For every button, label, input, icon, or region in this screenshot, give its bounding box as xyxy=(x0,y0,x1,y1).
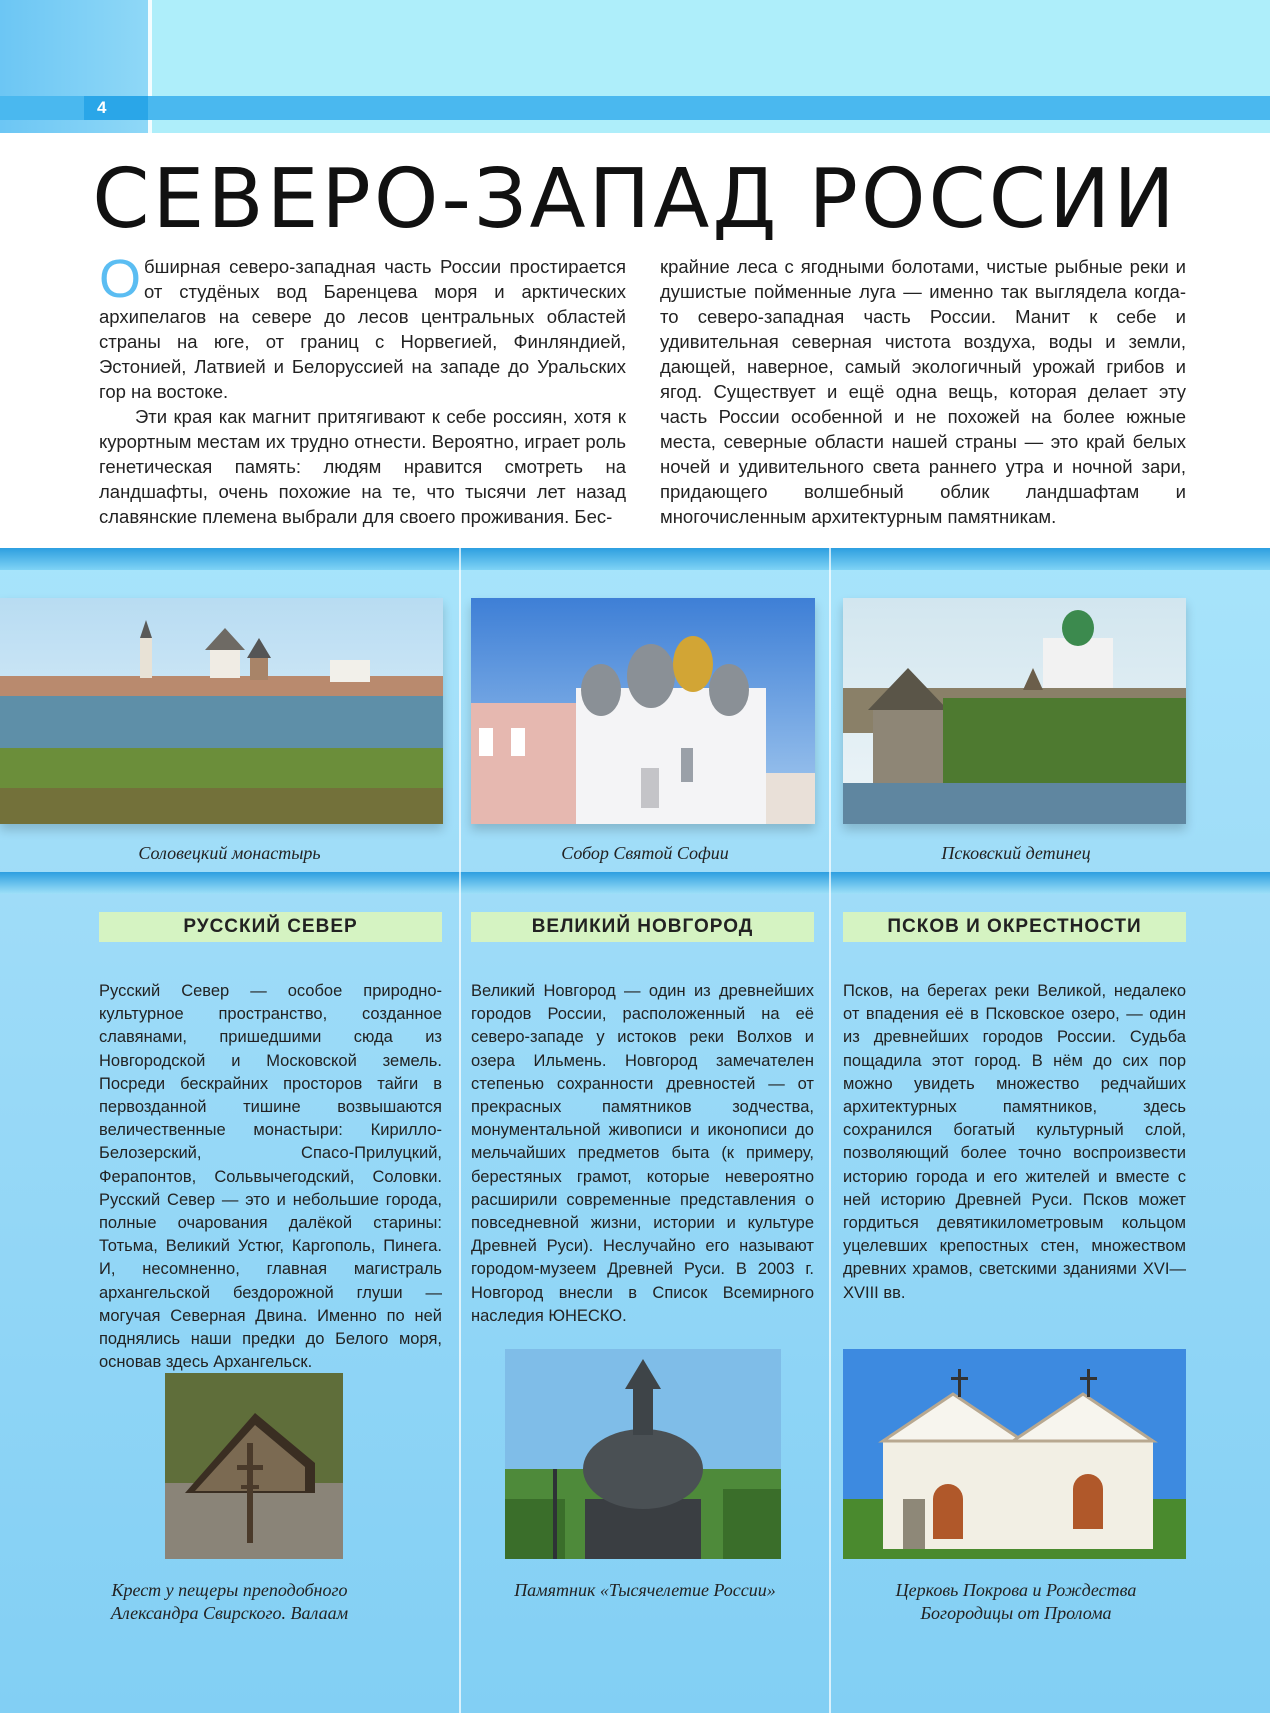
caption-church-line-1: Церковь Покрова и Рождества xyxy=(895,1580,1137,1600)
church-intercession-image xyxy=(843,1349,1186,1559)
caption-millennium-line-1: Памятник «Тысячелетие России» xyxy=(514,1580,776,1600)
photo-solovetsky-monastery xyxy=(0,598,443,824)
caption-church-line-2: Богородицы от Пролома xyxy=(920,1603,1112,1623)
intro-paragraph-3: крайние леса с ягодными болотами, чистые рыбные реки и душистые пойменные луга — именно так выглядела когда-то северо-западная часть России. Манит к себе и удивительная северная чистота воздуха, воды и земли, дающей, наверное, самый экологичный урожай грибов и ягод. Существует и ещё одна вещь, которая делает эту часть России особенной и не похожей на более южные места, северные области нашей страны — это край белых ночей и удивительного света раннего утра и ночной зари, придающего волшебный облик ландшафтам и многочисленным архитектурным памятникам. xyxy=(660,256,1186,527)
photo-cross-valaam xyxy=(165,1373,343,1559)
page-number: 4 xyxy=(97,98,107,117)
heading-russian-north: РУССКИЙ СЕВЕР xyxy=(99,912,442,942)
photo-millennium-monument xyxy=(505,1349,781,1559)
intro-paragraph-2: Эти края как магнит притягивают к себе россиян, хотя к курортным местам их трудно отнести. Вероятно, играет роль генетическая память: людям нравится смотреть на ландшафты, очень похожие на те, что тысячи лет назад славянские племена выбрали для своего проживания. Бес- xyxy=(99,406,626,527)
caption-solovetsky: Соловецкий монастырь xyxy=(138,843,321,863)
intro-left-column xyxy=(99,249,626,529)
caption-cross-line-1: Крест у пещеры преподобного xyxy=(111,1580,348,1600)
solovetsky-landscape-image xyxy=(0,598,443,824)
text-veliky-novgorod: Великий Новгород — один из древнейших городов России, расположенный на её северо-западе у истоков реки Волхов и озера Ильмень. Новгород замечателен степенью сохранности древностей — от прекрасных памятников зодчества, монументальной живописи и иконописи до мельчайших предметов быта (к примеру, берестяных грамот, которые невероятно расширили современные представления о повседневной жизни, истории и культуре Древней Руси). Неслучайно его называют городом-музеем Древней Руси. В 2003 г. Новгород внесли в Список Всемирного наследия ЮНЕСКО. xyxy=(471,982,814,1325)
photo-church-of-intercession xyxy=(843,1349,1186,1559)
caption-millennium xyxy=(461,1579,829,1602)
photo-pskov-kremlin xyxy=(843,598,1186,824)
column-divider xyxy=(829,548,831,1713)
page-number-box xyxy=(84,96,148,120)
photo-st-sophia-cathedral xyxy=(471,598,815,824)
intro-text-1: бширная северо-западная часть России простирается от студёных вод Баренцева моря и арктических архипелагов на севере до лесов центральных областей страны на юге, от границ с Норвегией, Финляндией, Эстонией, Латвией и Белоруссией на западе до Уральских гор на востоке. xyxy=(99,256,626,402)
millennium-monument-image xyxy=(505,1349,781,1559)
caption-st-sophia: Собор Святой Софии xyxy=(561,843,729,863)
caption-church xyxy=(831,1579,1201,1625)
page-title: СЕВЕРО-ЗАПАД РОССИИ xyxy=(92,152,1178,247)
column-divider xyxy=(459,548,461,1713)
st-sophia-image xyxy=(471,598,815,824)
top-gradient-bar xyxy=(0,548,1270,570)
header-stripe xyxy=(0,96,1270,120)
text-pskov: Псков, на берегах реки Великой, недалеко от впадения её в Псковское озеро, — один из древнейших городов России. Судьба пощадила этот город. В нём до сих пор можно увидеть множество редчайших архитектурных памятников, здесь сохранился богатый культурный слой, позволяющий более точно воспроизвести историю города и его жителей и вместе с ней историю Древней Руси. Псков может гордиться девятикилометровым кольцом уцелевших крепостных стен, множеством древних храмов, светскими зданиями XVI—XVIII вв. xyxy=(843,982,1186,1302)
middle-gradient-bar xyxy=(0,872,1270,894)
caption-cross xyxy=(0,1579,459,1625)
cross-cave-image xyxy=(165,1373,343,1559)
heading-veliky-novgorod: ВЕЛИКИЙ НОВГОРОД xyxy=(471,912,814,942)
intro-paragraph-1 xyxy=(99,249,626,404)
pskov-kremlin-image xyxy=(843,598,1186,824)
intro-right-column xyxy=(660,254,1186,529)
text-russian-north: Русский Север — особое природно-культурное пространство, созданное славянами, пришедшими сюда из Новгородской и Московской земель. Посреди бескрайних просторов тайги в первозданной тишине возвышаются величественные монастыри: Кирилло-Белозерский, Спасо-Прилуцкий, Ферапонтов, Сольвычегодский, Соловки. Русский Север — это и небольшие города, полные очарования далёкой старины: Тотьма, Великий Устюг, Каргополь, Пинега. И, несомненно, главная магистраль архангельской бездорожной глуши — могучая Северная Двина. Именно по ней поднялись наши предки до Белого моря, основав здесь Архангельск. xyxy=(99,982,442,1372)
drop-cap: О xyxy=(99,249,142,309)
caption-pskov-kremlin: Псковский детинец xyxy=(941,843,1091,863)
heading-pskov: ПСКОВ И ОКРЕСТНОСТИ xyxy=(843,912,1186,942)
caption-cross-line-2: Александра Свирского. Валаам xyxy=(110,1603,349,1623)
